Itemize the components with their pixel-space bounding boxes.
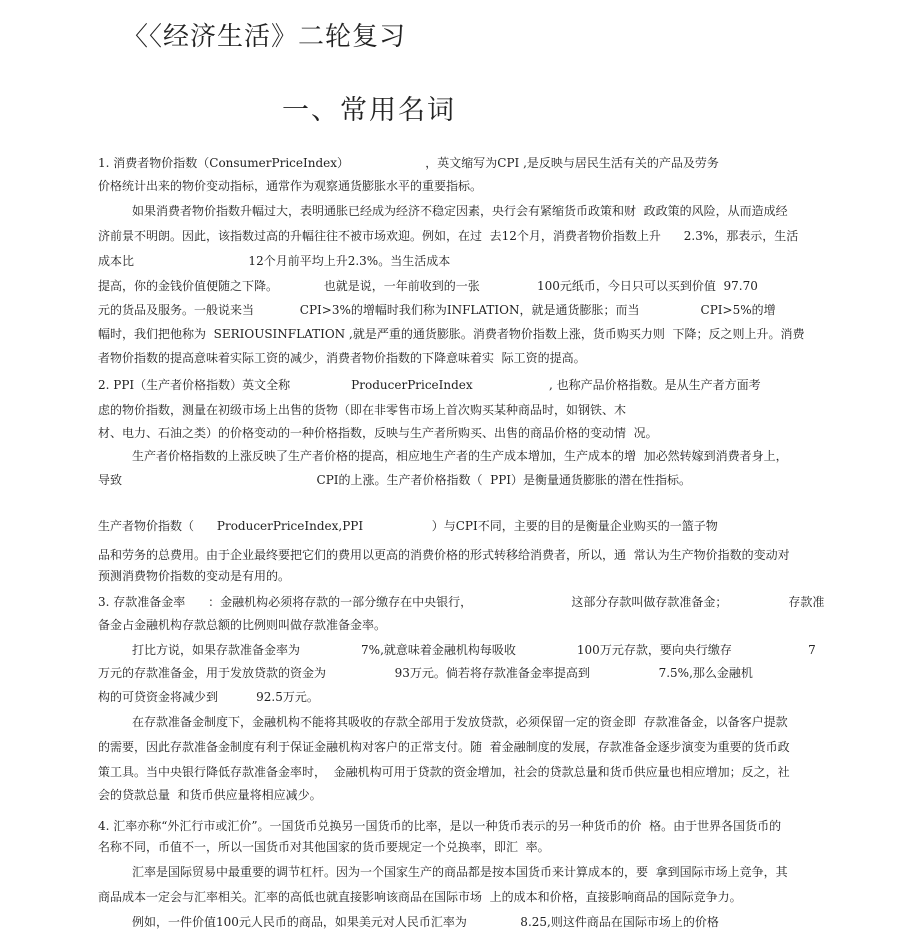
text-line: 的需要，因此存款准备金制度有利于保证金融机构对客户的正常支付。随 着金融制度的发展，存款准备金逐步演变为重要的货币政 (98, 740, 790, 754)
text-line: 生产者价格指数的上涨反映了生产者价格的提高，相应地生产者的生产成本增加，生产成本的增 加必然转嫁到消费者身上， (132, 449, 788, 463)
text-line: 元的货品及服务。一般说来当 CPI>3%的增幅时我们称为INFLATION，就是通货膨胀；而当 CPI>5%的增 (98, 303, 776, 317)
text-line: 打比方说，如果存款准备金率为 7%,就意味着金融机构每吸收 100万元存款，要向央行缴存 7 (132, 643, 816, 657)
text-line: 备金占金融机构存款总额的比例则叫做存款准备金率。 (98, 618, 387, 632)
text-line: 如果消费者物价指数升幅过大，表明通胀已经成为经济不稳定因素，央行会有紧缩货币政策和财 政政策的风险，从而造成经 (132, 204, 788, 218)
text-line: 济前景不明朗。因此，该指数过高的升幅往往不被市场欢迎。例如，在过 去12个月，消费者物价指数上升 2.3%，那表示，生活 (98, 229, 799, 243)
text-line: 提高，你的金钱价值便随之下降。 也就是说，一年前收到的一张 100元纸币，今日只可以买到价值 97.70 (98, 279, 758, 293)
text-line: 价格统计出来的物价变动指标，通常作为观察通货膨胀水平的重要指标。 (98, 179, 483, 193)
document-title: 〈〈经济生活》二轮复习 (122, 22, 407, 52)
text-line: 在存款准备金制度下，金融机构不能将其吸收的存款全部用于发放贷款，必须保留一定的资金即 存款准备金，以备客户提款 (132, 715, 788, 729)
section-heading: 一、常用名词 (282, 95, 456, 126)
text-line: 生产者物价指数（ ProducerPriceIndex,PPI ）与CPI不同，主要的目的是衡量企业购买的一篮子物 (98, 519, 718, 533)
text-line: 2. PPI（生产者价格指数）英文全称 ProducerPriceIndex , 也称产品价格指数。是从生产者方面考 (98, 378, 761, 392)
text-line: 会的贷款总量 和货币供应量将相应减少。 (98, 788, 322, 802)
text-line: 成本比 12个月前平均上升2.3%。当生活成本 (98, 254, 451, 268)
text-line: 3. 存款准备金率 ：金融机构必须将存款的一部分缴存在中央银行， 这部分存款叫做存款准备金； 存款准 (98, 595, 825, 609)
text-line: 品和劳务的总费用。由于企业最终要把它们的费用以更高的消费价格的形式转移给消费者，所以，通 常认为生产物价指数的变动对 (98, 548, 790, 562)
text-line: 预测消费物价指数的变动是有用的。 (98, 569, 291, 583)
text-line: 策工具。当中央银行降低存款准备金率时， 金融机构可用于贷款的资金增加，社会的贷款总量和货币供应量也相应增加；反之，社 (98, 765, 790, 779)
text-line: 导致 CPI的上涨。生产者价格指数（ PPI）是衡量通货膨胀的潜在性指标。 (98, 473, 692, 487)
text-line: 幅时，我们把他称为 SERIOUSINFLATION ,就是严重的通货膨胀。消费者物价指数上涨，货币购买力则 下降；反之则上升。消费 (98, 327, 805, 341)
text-line: 4. 汇率亦称“外汇行市或汇价”。一国货币兑换另一国货币的比率，是以一种货币表示的另一种货币的价 格。由于世界各国货币的 (98, 819, 782, 833)
text-line: 商品成本一定会与汇率相关。汇率的高低也就直接影响该商品在国际市场 上的成本和价格，直接影响商品的国际竞争力。 (98, 890, 742, 904)
text-line: 虑的物价指数，测量在初级市场上出售的货物（即在非零售市场上首次购买某种商品时，如钢铁、木 (98, 403, 627, 417)
text-line: 万元的存款准备金，用于发放贷款的资金为 93万元。倘若将存款准备金率提高到 7.5%,那么金融机 (98, 666, 753, 680)
text-line: 汇率是国际贸易中最重要的调节杠杆。因为一个国家生产的商品都是按本国货币来计算成本的，要 拿到国际市场上竞争，其 (132, 865, 788, 879)
text-line: 例如，一件价值100元人民币的商品，如果美元对人民币汇率为 8.25,则这件商品在国际市场上的价格 (132, 915, 719, 929)
text-line: 名称不同，币值不一，所以一国货币对其他国家的货币要规定一个兑换率，即汇 率。 (98, 840, 550, 854)
text-line: 1. 消费者物价指数（ConsumerPriceIndex） ，英文缩写为CPI ,是反映与居民生活有关的产品及劳务 (98, 156, 719, 170)
text-line: 者物价指数的提高意味着实际工资的减少，消费者物价指数的下降意味着实 际工资的提高。 (98, 351, 586, 365)
text-line: 材、电力、石油之类）的价格变动的一种价格指数，反映与生产者所购买、出售的商品价格的变动情 况。 (98, 426, 658, 440)
text-line: 构的可贷资金将减少到 92.5万元。 (98, 690, 319, 704)
